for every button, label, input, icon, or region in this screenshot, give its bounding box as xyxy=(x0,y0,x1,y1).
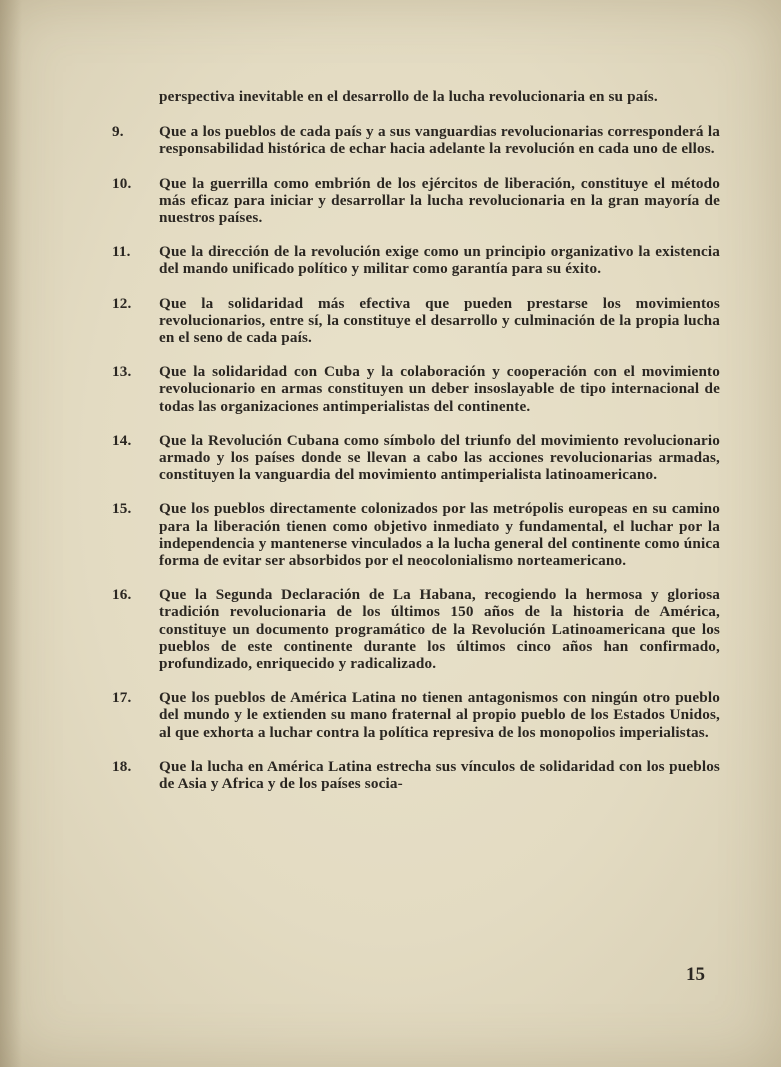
item-text: Que la dirección de la revolución exige como un principio organizativo la existencia del mando unificado político y militar como garantía para su éxito. xyxy=(159,243,720,278)
list-item xyxy=(108,123,720,157)
item-text: Que la guerrilla como embrión de los ejércitos de liberación, constituye el método más eficaz para iniciar y desarrollar la lucha revolucionaria en la gran mayoría de nuestros países. xyxy=(159,174,720,227)
list-item xyxy=(108,586,720,672)
list-item xyxy=(108,689,720,741)
item-text: Que la Revolución Cubana como símbolo del triunfo del movimiento revolucionario armado y los países donde se llevan a cabo las acciones revolucionarias armadas, constituyen la vanguardia del movimiento antimperialista latinoamericano. xyxy=(159,431,720,484)
item-text: Que a los pueblos de cada país y a sus vanguardias revolucionarias corresponderá la responsabilidad histórica de echar hacia adelante la revolución en cada uno de ellos. xyxy=(159,123,720,158)
list-item xyxy=(108,432,720,484)
item-number: 11. xyxy=(112,243,131,261)
item-number: 10. xyxy=(112,174,132,192)
list-item xyxy=(108,363,720,415)
item-number: 12. xyxy=(112,294,132,312)
item-text: Que los pueblos de América Latina no tienen antagonismos con ningún otro pueblo del mundo y le extienden su mano fraternal al propio pueblo de los Estados Unidos, al que exhorta a luchar contra la política represiva de los monopolios imperialistas. xyxy=(159,689,720,741)
list-item xyxy=(108,175,720,227)
list-item xyxy=(108,500,720,569)
continued-paragraph: perspectiva inevitable en el desarrollo de la lucha revolucionaria en su país. xyxy=(159,88,658,105)
body-text xyxy=(108,88,720,809)
item-text: Que la solidaridad más efectiva que pueden prestarse los movimientos revolucionarios, entre sí, la constituye el desarrollo y culminación de la propia lucha en el seno de cada país. xyxy=(159,294,720,347)
item-number: 16. xyxy=(112,586,132,604)
item-number: 13. xyxy=(112,363,132,381)
item-number: 18. xyxy=(112,757,132,775)
page-number: 15 xyxy=(686,964,705,985)
list-item xyxy=(108,758,720,792)
item-text: Que la solidaridad con Cuba y la colaboración y cooperación con el movimiento revolucionario en armas constituyen un deber insoslayable de tipo internacional de todas las organizaciones antimperialistas del continente. xyxy=(159,363,720,415)
item-text: Que los pueblos directamente colonizados por las metrópolis europeas en su camino para la liberación tienen como objetivo inmediato y fundamental, el luchar por la independencia y mantenerse vinculados a la lucha general del continente como única forma de evitar ser absorbidos por el neocolonialismo norteamericano. xyxy=(159,500,720,570)
item-number: 17. xyxy=(112,689,132,707)
item-number: 9. xyxy=(112,123,124,141)
item-text: Que la lucha en América Latina estrecha sus vínculos de solidaridad con los pueblos de Asia y Africa y de los países socia- xyxy=(159,757,720,793)
item-number: 15. xyxy=(112,500,132,518)
list-item xyxy=(108,243,720,277)
item-number: 14. xyxy=(112,431,132,449)
list-item xyxy=(108,295,720,347)
item-text: Que la Segunda Declaración de La Habana, recogiendo la hermosa y gloriosa tradición revolucionaria de los últimos 150 años de la historia de América, constituye un documento programático de la Revolución Latinoamericana que los pueblos de este continente durante los últimos cinco años han confirmado, profundizado, enriquecido y radicalizado. xyxy=(159,586,720,673)
